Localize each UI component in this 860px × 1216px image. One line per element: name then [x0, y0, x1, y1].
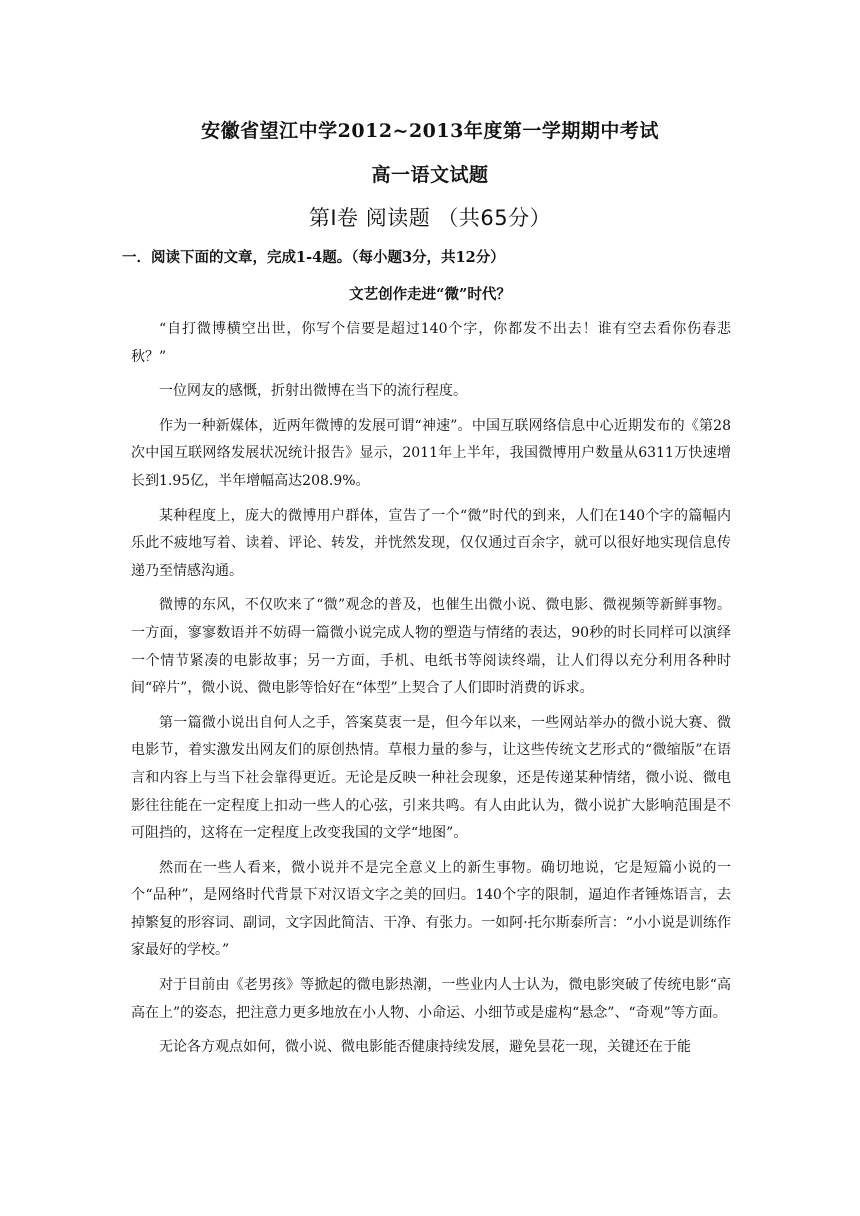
article-paragraph: “自打微博横空出世，你写个信要是超过140个字，你都发不出去！谁有空去看你伤春悲秋？” — [131, 321, 731, 365]
section-title: 第Ⅰ卷 阅读题 （共65分） — [308, 206, 552, 230]
article-paragraph: 然而在一些人看来，微小说并不是完全意义上的新生事物。确切地说，它是短篇小说的一个“品种”，是网络时代背景下对汉语文字之美的回归。140个字的限制，逼迫作者锤炼语言，去掉繁复的形容词、副词，文字因此简洁、干净、有张力。一如阿·托尔斯泰所言：“小小说是训练作家最好的学校。” — [131, 859, 731, 959]
question-heading: 一．阅读下面的文章，完成1-4题。（每小题3分，共12分） — [122, 249, 505, 266]
article-paragraph: 作为一种新媒体，近两年微博的发展可谓“神速”。中国互联网络信息中心近期发布的《第28次中国互联网络发展状况统计报告》显示，2011年上半年，我国微博用户数量从6311万快速增长到1.95亿，半年增幅高达208.9%。 — [131, 417, 731, 489]
article-paragraph: 第一篇微小说出自何人之手，答案莫衷一是，但今年以来，一些网站举办的微小说大赛、微电影节，着实激发出网友们的原创热情。草根力量的参与，让这些传统文艺形式的“微缩版”在语言和内容上与当下社会靠得更近。无论是反映一种社会现象，还是传递某种情绪，微小说、微电影往往能在一定程度上扣动一些人的心弦，引来共鸣。有人由此认为，微小说扩大影响范围是不可阻挡的，这将在一定程度上改变我国的文学“地图”。 — [131, 714, 731, 842]
article-paragraph: 某种程度上，庞大的微博用户群体，宣告了一个“微”时代的到来，人们在140个字的篇幅内乐此不疲地写着、读着、评论、转发，并恍然发现，仅仅通过百余字，就可以很好地实现信息传递乃至情感沟通。 — [131, 507, 731, 579]
article-paragraph: 对于目前由《老男孩》等掀起的微电影热潮，一些业内人士认为，微电影突破了传统电影“高高在上”的姿态，把注意力更多地放在小人物、小命运、小细节或是虚构“悬念”、“奇观”等方面。 — [131, 977, 731, 1021]
article-paragraph: 一位网友的感慨，折射出微博在当下的流行程度。 — [159, 383, 467, 400]
article-body — [131, 316, 731, 1069]
exam-title: 安徽省望江中学2012~2013年度第一学期期中考试 — [201, 120, 659, 142]
exam-subtitle: 高一语文试题 — [371, 164, 489, 186]
article-paragraph: 无论各方观点如何，微小说、微电影能否健康持续发展，避免昙花一现，关键还在于能 — [159, 1039, 691, 1056]
article-paragraph: 微博的东风，不仅吹来了“微”观念的普及，也催生出微小说、微电影、微视频等新鲜事物。一方面，寥寥数语并不妨碍一篇微小说完成人物的塑造与情绪的表达，90秒的时长同样可以演绎一个情节紧凑的电影故事；另一方面，手机、电纸书等阅读终端，让人们得以充分利用各种时间“碎片”，微小说、微电影等恰好在“体型”上契合了人们即时消费的诉求。 — [131, 597, 731, 697]
article-title: 文艺创作走进“微”时代？ — [349, 286, 511, 303]
